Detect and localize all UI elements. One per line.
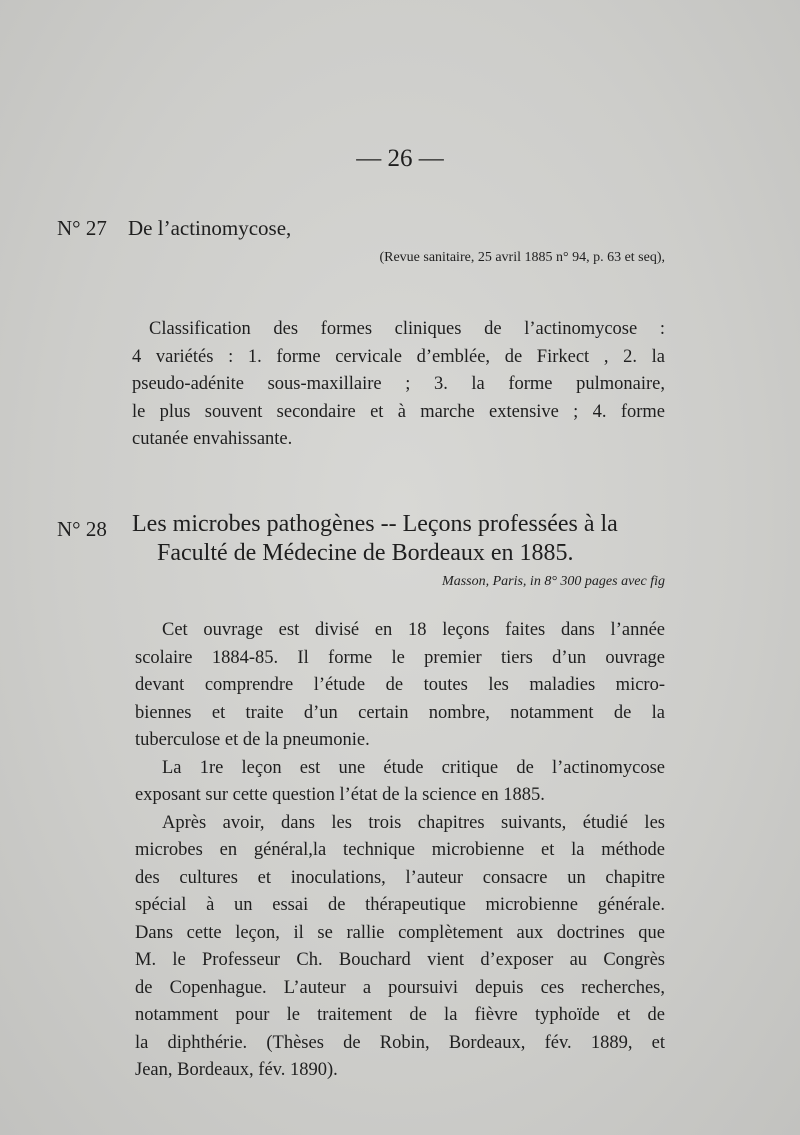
entry-title-28-line1: Les microbes pathogènes -- Leçons professées à la (132, 511, 618, 537)
text-line: Classification des formes cliniques de l’actinomycose : (149, 319, 665, 339)
text-line: pseudo-adénite sous-maxillaire ; 3. la forme pulmonaire, (132, 374, 665, 394)
entry-number-27: N° 27 (57, 216, 107, 240)
text-line: cutanée envahissante. (132, 429, 293, 449)
entry-title-27: De l’actinomycose, (128, 216, 292, 240)
text-line: Après avoir, dans les trois chapitres suivants, étudié les (162, 812, 665, 833)
text-line: 4 variétés : 1. forme cervicale d’emblée, de Firkect , 2. la (132, 346, 665, 367)
text-line: tuberculose et de la pneumonie. (135, 730, 370, 750)
text-line: de Copenhague. L’auteur a poursuivi depuis ces recherches, (135, 977, 665, 998)
text-line: scolaire 1884-85. Il forme le premier tiers d’un ouvrage (135, 647, 665, 668)
text-line: le plus souvent secondaire et à marche extensive ; 4. forme (132, 401, 665, 422)
text-line: La 1re leçon est une étude critique de l’actinomycose (162, 757, 665, 778)
entry-number-28: N° 28 (57, 517, 107, 541)
text-line: microbes en général,la technique microbienne et la méthode (135, 840, 665, 860)
text-line: Dans cette leçon, il se rallie complètement aux doctrines que (135, 922, 665, 943)
entry-reference-27: (Revue sanitaire, 25 avril 1885 n° 94, p. 63 et seq), (379, 250, 665, 265)
page-number: — 26 — (356, 145, 444, 172)
entry-title-28-line2: Faculté de Médecine de Bordeaux en 1885. (157, 540, 574, 566)
text-line: M. le Professeur Ch. Bouchard vient d’exposer au Congrès (135, 950, 665, 970)
text-line: Jean, Bordeaux, fév. 1890). (135, 1060, 338, 1080)
text-line: biennes et traite d’un certain nombre, notamment de la (135, 702, 665, 723)
entry-28-paragraphs (135, 617, 665, 1085)
entry-27-paragraph (132, 316, 665, 454)
text-line: devant comprendre l’étude de toutes les maladies micro- (135, 675, 665, 695)
entry-reference-28: Masson, Paris, in 8° 300 pages avec fig (442, 574, 665, 589)
text-line: Cet ouvrage est divisé en 18 leçons faites dans l’année (162, 620, 665, 640)
text-line: notamment pour le traitement de la fièvre typhoïde et de (135, 1005, 665, 1025)
text-line: des cultures et inoculations, l’auteur consacre un chapitre (135, 867, 665, 888)
text-line: la diphthérie. (Thèses de Robin, Bordeaux, fév. 1889, et (135, 1032, 665, 1053)
text-line: spécial à un essai de thérapeutique microbienne générale. (135, 895, 665, 915)
text-line: exposant sur cette question l’état de la science en 1885. (135, 785, 545, 805)
